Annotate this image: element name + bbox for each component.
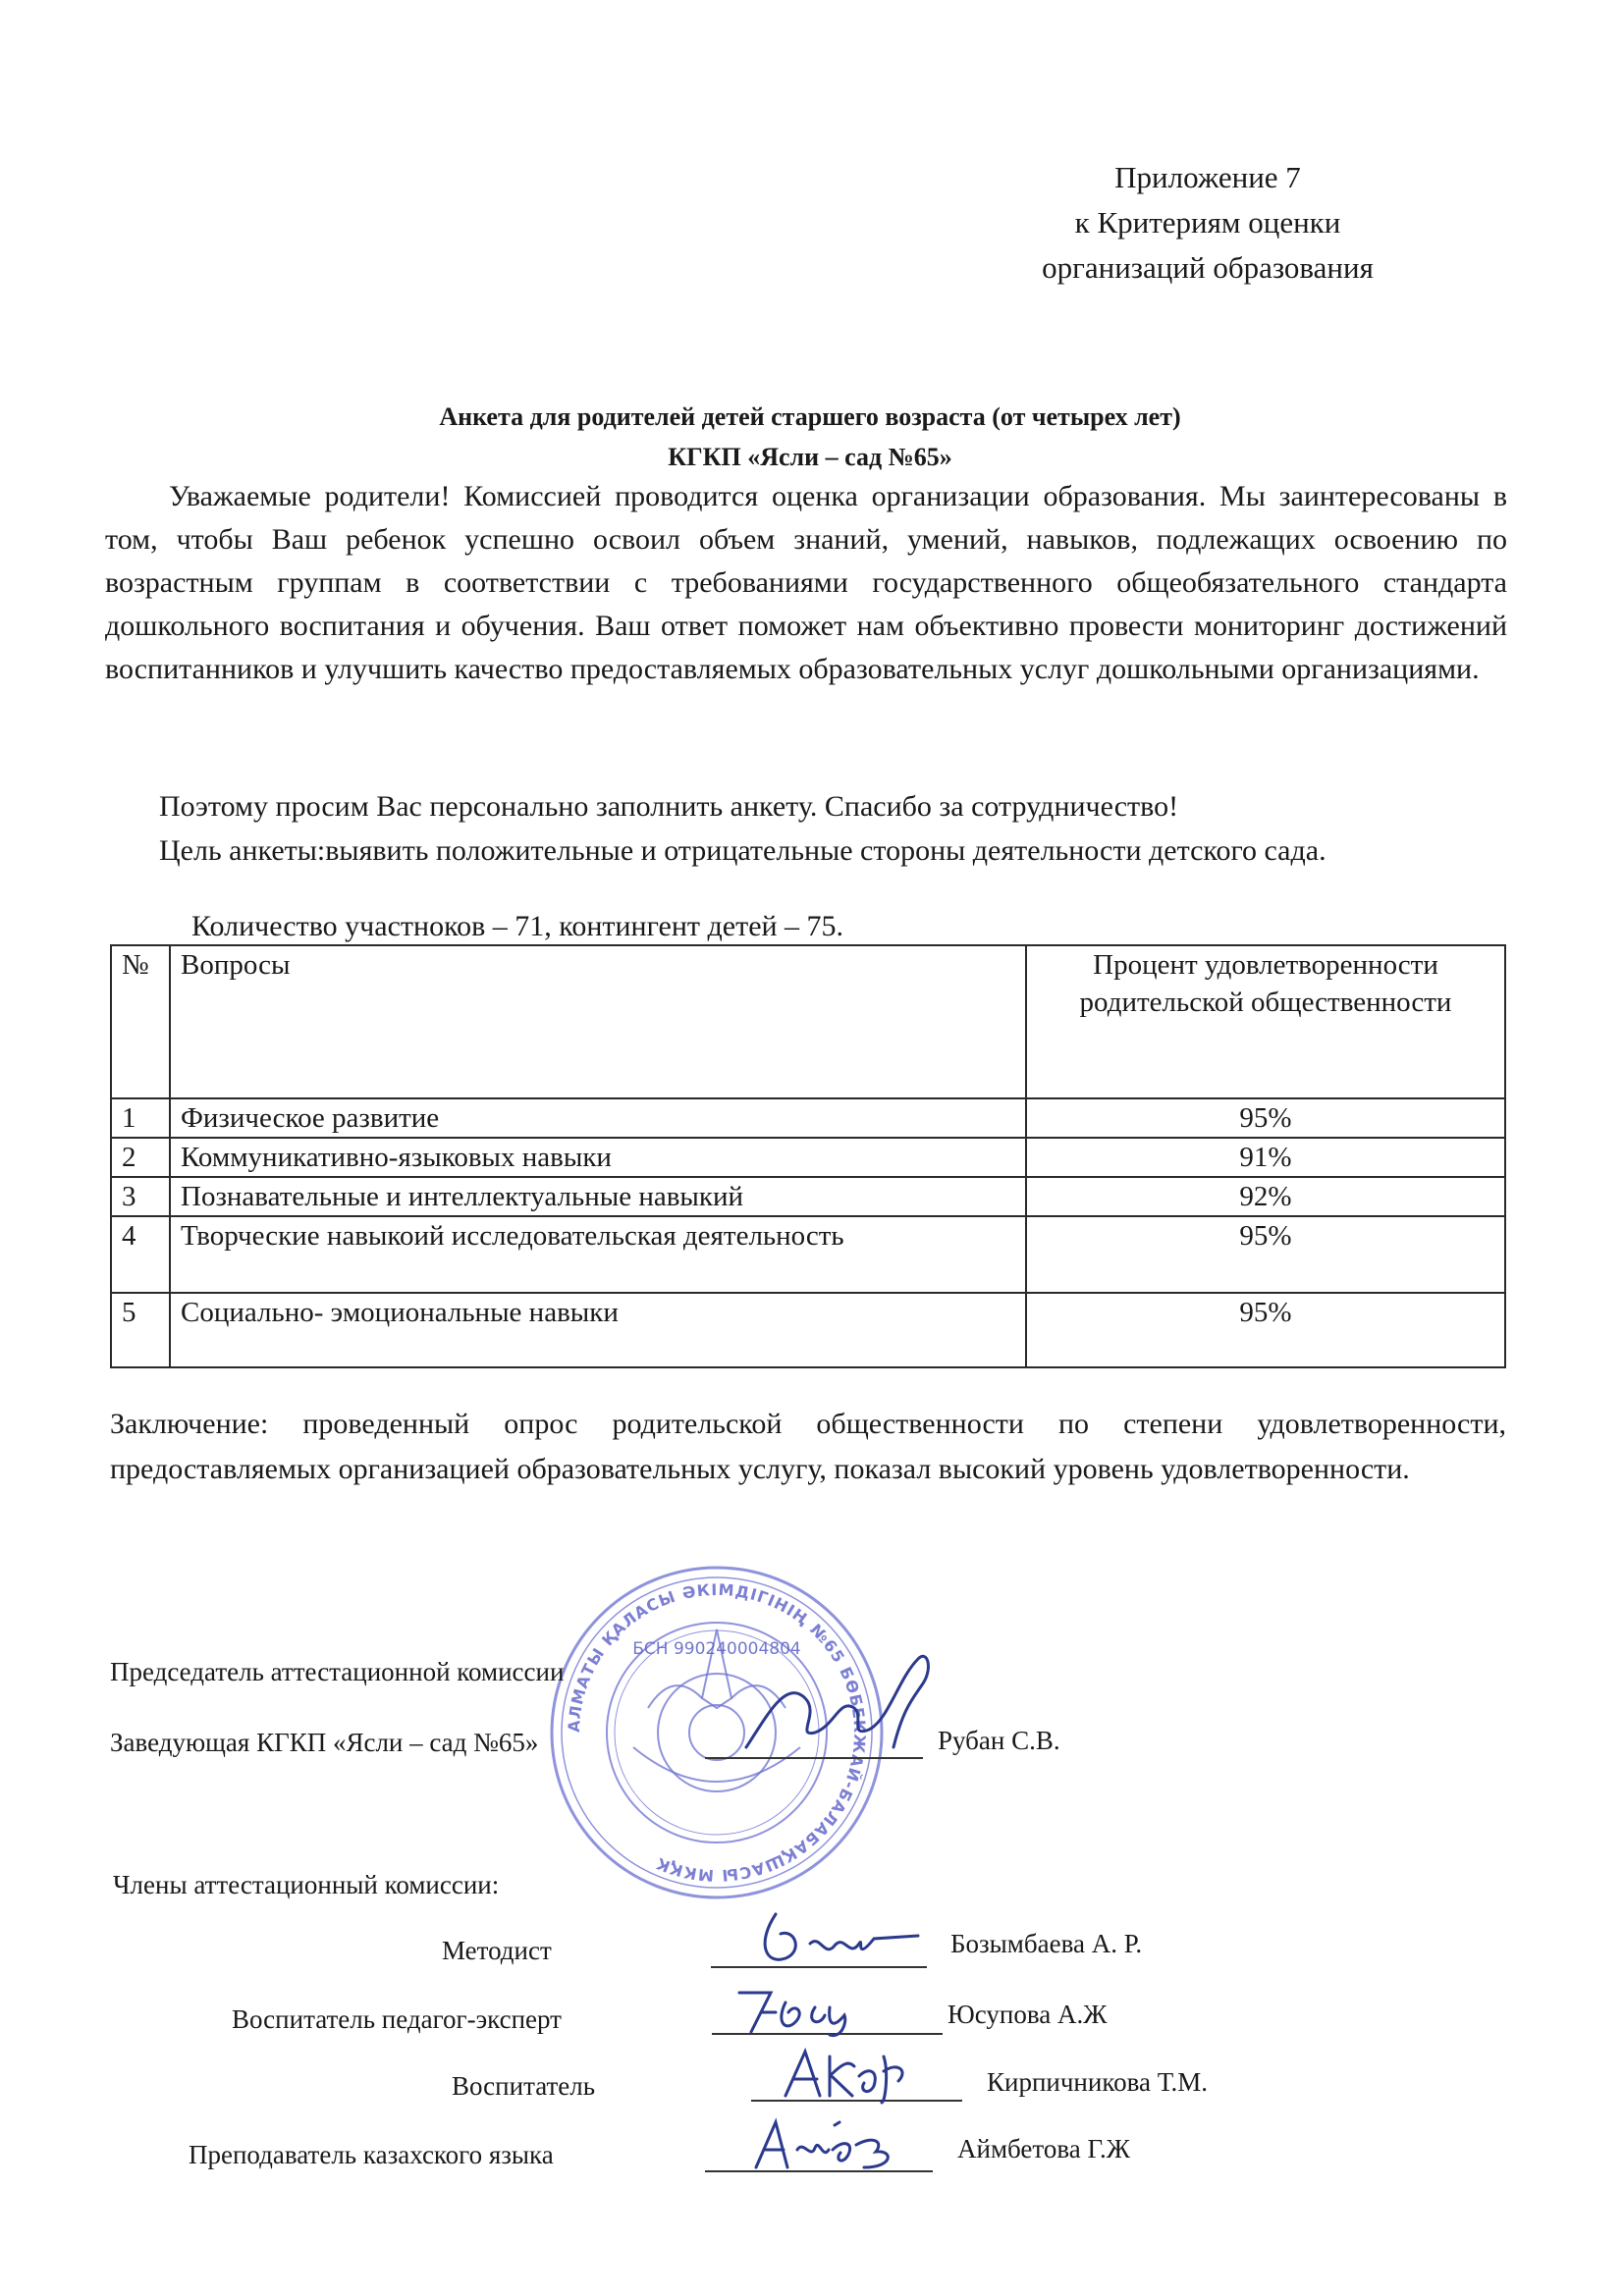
- member-name: Бозымбаева А. Р.: [950, 1929, 1143, 1958]
- row-question: Познавательные и интеллектуальные навыкий: [170, 1177, 1026, 1216]
- table-row: [111, 1138, 1505, 1177]
- participants-count: Количество участноков – 71, контингент детей – 75.: [191, 910, 844, 942]
- table-header-row: [111, 945, 1505, 1098]
- table-row: [111, 1293, 1505, 1367]
- survey-title: Анкета для родителей детей старшего возраста (от четырех лет): [439, 402, 1181, 431]
- row-question: Творческие навыкоий исследовательская деятельность: [170, 1216, 1026, 1293]
- head-label: Заведующая КГКП «Ясли – сад №65»: [110, 1728, 539, 1757]
- head-name: Рубан С.В.: [938, 1726, 1060, 1755]
- row-number: 2: [111, 1138, 170, 1177]
- survey-results-table: [110, 944, 1506, 1368]
- member-signature-icon: [776, 2042, 933, 2106]
- stamp-bin: БСН 990240004804: [632, 1639, 801, 1659]
- head-signature-icon: [727, 1639, 962, 1767]
- member-role: Воспитатель педагог-эксперт: [232, 2004, 562, 2034]
- member-role: Преподаватель казахского языка: [189, 2140, 554, 2169]
- member-signature-icon: [731, 1978, 889, 2042]
- appendix-line-2: к Критериям оценки: [1074, 205, 1341, 240]
- request-paragraph: Поэтому просим Вас персонально заполнить анкету. Спасибо за сотрудничество!: [159, 790, 1179, 823]
- member-role: Методист: [442, 1936, 552, 1965]
- row-question: Коммуникативно-языковых навыки: [170, 1138, 1026, 1177]
- row-number: 3: [111, 1177, 170, 1216]
- row-question: Физическое развитие: [170, 1098, 1026, 1138]
- row-number: 5: [111, 1293, 170, 1367]
- chairman-label: Председатель аттестационной комиссии: [110, 1657, 565, 1686]
- header-percent: Процент удовлетворенности родительской общественности: [1026, 945, 1505, 1098]
- row-number: 4: [111, 1216, 170, 1293]
- goal-paragraph: Цель анкеты:выявить положительные и отрицательные стороны деятельности детского сада.: [159, 834, 1326, 867]
- header-questions: Вопросы: [170, 945, 1026, 1098]
- row-percent: 92%: [1026, 1177, 1505, 1216]
- row-number: 1: [111, 1098, 170, 1138]
- member-role: Воспитатель: [452, 2071, 596, 2101]
- intro-paragraph: Уважаемые родители! Комиссией проводится оценка организации образования. Мы заинтересованы в том, чтобы Ваш ребенок успешно освоил объем знаний, умений, навыков, подлежащих освоению по возрастным группам в соответствии с требованиями государственного общеобязательного стандарта дошкольного воспитания и обучения. Ваш ответ поможет нам объективно провести мониторинг достижений воспитанников и улучшить качество предоставляемых образовательных услуг дошкольными организациями.: [105, 480, 1507, 685]
- row-percent: 95%: [1026, 1216, 1505, 1293]
- member-name: Кирпичникова Т.М.: [987, 2067, 1209, 2097]
- member-signature-icon: [746, 2110, 913, 2174]
- kindergarten-name: КГКП «Ясли – сад №65»: [668, 443, 952, 471]
- conclusion-text: Заключение: проведенный опрос родительской общественности по степени удовлетворенности, предоставляемых организацией образовательных услугу, показал высокий уровень удовлетворенности.: [110, 1408, 1506, 1485]
- member-name: Юсупова А.Ж: [947, 2000, 1108, 2029]
- row-percent: 91%: [1026, 1138, 1505, 1177]
- row-question: Социально- эмоциональные навыки: [170, 1293, 1026, 1367]
- member-signature-icon: [746, 1904, 933, 1973]
- members-label: Члены аттестационный комиссии:: [113, 1870, 500, 1899]
- table-row: [111, 1098, 1505, 1138]
- member-name: Аймбетова Г.Ж: [957, 2134, 1130, 2163]
- header-number: №: [111, 945, 170, 1098]
- row-percent: 95%: [1026, 1293, 1505, 1367]
- stamp-text: АЛМАТЫ ҚАЛАСЫ ӘКІМДІГІНІҢ №65 БӨБЕКЖАЙ-БАЛАБАҚШАСЫ МКҚК: [564, 1579, 870, 1886]
- table-row: [111, 1216, 1505, 1293]
- appendix-note: [982, 155, 1434, 291]
- appendix-line-3: организаций образования: [1042, 250, 1374, 285]
- appendix-line-1: Приложение 7: [1114, 160, 1301, 194]
- table-row: [111, 1177, 1505, 1216]
- row-percent: 95%: [1026, 1098, 1505, 1138]
